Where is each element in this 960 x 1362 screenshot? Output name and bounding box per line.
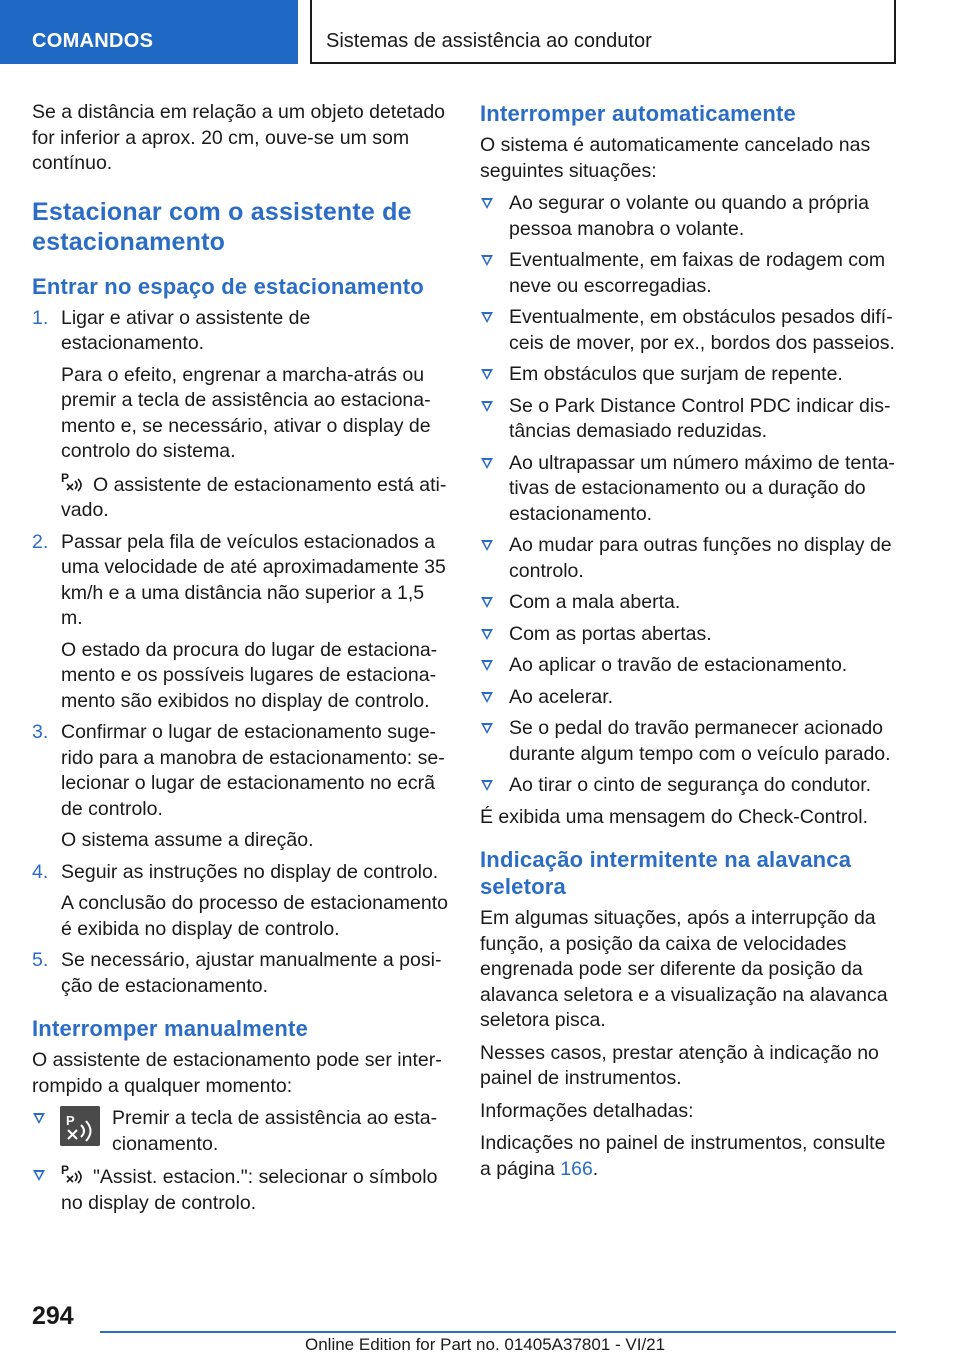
bullet-triangle-icon: [481, 401, 493, 412]
list-item-text: Se o Park Distance Control PDC indicar distâncias demasiado reduzidas.: [509, 394, 891, 442]
park-assist-icon: [61, 471, 85, 493]
list-item-text: Se o pedal do travão permanecer acionado durante algum tempo com o veículo parado.: [509, 717, 891, 765]
svg-text:P: P: [61, 470, 70, 485]
list-item: [480, 533, 896, 584]
list-item: [480, 773, 896, 799]
list-item-text: Ao aplicar o travão de estacionamento.: [509, 654, 848, 676]
left-column: [32, 100, 450, 1222]
indication-paragraph: Em algumas situações, após a interrupção da função, a posição da caixa de velocidades engrenada pode ser diferente da posição da alavanca seletora e a visualização na alavanca seletora pisca.: [480, 907, 888, 1031]
manual-list: [32, 1106, 450, 1216]
step-detail: O estado da procura do lugar de estacionamento e os possíveis lugares de estacionamento são exibidos no display de controlo.: [61, 638, 438, 712]
list-item: [480, 451, 896, 528]
bullet-triangle-icon: [481, 629, 493, 640]
bullet-triangle-icon: [481, 255, 493, 266]
step-detail: O sistema assume a direção.: [61, 829, 314, 851]
bullet-triangle-icon: [481, 458, 493, 469]
bullet-triangle-icon: [481, 597, 493, 608]
chapter-header: [310, 0, 896, 64]
step-item: [32, 948, 450, 999]
bullet-triangle-icon: [481, 198, 493, 209]
list-item: [480, 394, 896, 445]
section-tab: [0, 0, 298, 64]
list-item: [480, 191, 896, 242]
list-item-text: Ao segurar o volante ou quando a própria pessoa manobra o volante.: [509, 192, 869, 240]
intro-paragraph: Se a distância em relação a um objeto detetado for inferior a aprox. 20 cm, ouve-se um som contínuo.: [32, 101, 446, 174]
step-item: [32, 720, 450, 854]
indication-paragraph: Nesses casos, prestar atenção à indicação no painel de instrumentos.: [480, 1041, 879, 1089]
step-text: Ligar e ativar o assistente de estacionamento.: [61, 306, 311, 354]
list-item-text: Eventualmente, em obstáculos pesados difíceis de mover, por ex., bordos dos passeios.: [509, 306, 895, 354]
indication-paragraph: [480, 1131, 896, 1182]
park-assist-icon: [61, 1163, 85, 1185]
step-result: [61, 471, 450, 524]
step-item: [32, 306, 450, 524]
list-item: [480, 685, 896, 711]
manual-intro: O assistente de estacionamento pode ser interrompido a qualquer momento:: [32, 1049, 442, 1097]
step-item: [32, 860, 450, 943]
step-number: 3.: [32, 721, 49, 743]
list-item: [480, 653, 896, 679]
heading-selector-indication: Indicação intermitente na alavanca seletora: [480, 847, 852, 899]
step-number: 2.: [32, 530, 49, 553]
reference-end: .: [592, 1157, 599, 1180]
bullet-triangle-icon: [481, 369, 493, 380]
list-item-text: Ao ultrapassar um número máximo de tentativas de estacionamento ou a duração do estacionamento.: [509, 451, 895, 525]
list-item: [480, 248, 896, 299]
list-item: [32, 1163, 450, 1216]
list-item-text: Ao mudar para outras funções no display de controlo.: [509, 534, 892, 582]
step-text: Se necessário, ajustar manualmente a posição de estacionamento.: [61, 949, 442, 997]
reference-text: Indicações no painel de instrumentos, consulte a página: [480, 1132, 886, 1180]
list-item-text: Ao tirar o cinto de segurança do condutor.: [509, 774, 872, 796]
list-item-text: "Assist. estacion.": selecionar o símbolo no display de controlo.: [61, 1166, 438, 1214]
step-detail: Para o efeito, engrenar a marcha-atrás ou premir a tecla de assistência ao estacionamento e, se necessário, ativar o display de controlo do sistema.: [61, 363, 431, 462]
footer-divider: [100, 1331, 896, 1333]
bullet-triangle-icon: [481, 540, 493, 551]
list-item: [480, 590, 896, 616]
list-item-text: Em obstáculos que surjam de repente.: [509, 363, 843, 385]
park-assist-button-icon: [60, 1106, 100, 1146]
heading-auto-stop: Interromper automaticamente: [480, 101, 796, 126]
list-item-text: Ao acelerar.: [509, 685, 614, 708]
step-text: Seguir as instruções no display de controlo.: [61, 860, 439, 883]
bullet-triangle-icon: [481, 692, 493, 703]
bullet-triangle-icon: [33, 1113, 45, 1124]
bullet-triangle-icon: [33, 1170, 45, 1181]
svg-text:P: P: [66, 1113, 75, 1128]
bullet-triangle-icon: [481, 312, 493, 323]
list-item-text: Premir a tecla de assistência ao estacionamento.: [112, 1107, 438, 1155]
auto-outro: É exibida uma mensagem do Check-Control.: [480, 805, 869, 828]
auto-intro: O sistema é automaticamente cancelado nas seguintes situações:: [480, 134, 871, 182]
bullet-triangle-icon: [481, 660, 493, 671]
list-item: [480, 362, 896, 388]
bullet-triangle-icon: [481, 723, 493, 734]
chapter-title: Sistemas de assistência ao condutor: [326, 30, 652, 52]
step-item: [32, 530, 450, 715]
page-number: 294: [32, 1302, 74, 1330]
step-detail: A conclusão do processo de estacionamento é exibida no display de controlo.: [61, 892, 449, 940]
edition-text: Online Edition for Part no. 01405A37801 - VI/21: [305, 1335, 666, 1354]
page-link[interactable]: 166: [560, 1157, 593, 1180]
step-number: 1.: [32, 306, 49, 329]
auto-list: [480, 191, 896, 799]
steps-list: [32, 306, 450, 1000]
step-number: 5.: [32, 949, 49, 971]
list-item: [480, 716, 896, 767]
bullet-triangle-icon: [481, 780, 493, 791]
list-item: [32, 1106, 450, 1157]
heading-park-assist: Estacionar com o assistente de estacionamento: [32, 197, 412, 256]
list-item-text: Com as portas abertas.: [509, 622, 712, 645]
step-text: Confirmar o lugar de estacionamento sugerido para a manobra de estacionamento: selecionar o lugar de estacionamento no ecrã de controlo.: [61, 721, 445, 820]
list-item-text: Eventualmente, em faixas de rodagem com neve ou escorregadias.: [509, 249, 886, 297]
heading-enter-space: Entrar no espaço de estacionamento: [32, 273, 424, 299]
list-item: [480, 622, 896, 648]
section-title: COMANDOS: [32, 30, 154, 52]
right-column: [480, 100, 896, 1189]
indication-paragraph: Informações detalhadas:: [480, 1099, 694, 1122]
svg-text:P: P: [61, 1163, 70, 1177]
list-item-text: Com a mala aberta.: [509, 591, 681, 613]
step-text: Passar pela fila de veículos estacionados a uma velocidade de até aproximadamente 35 km/h e a uma distância não superior a 1,5 m.: [61, 530, 446, 629]
list-item: [480, 305, 896, 356]
step-number: 4.: [32, 860, 49, 883]
step-result-text: O assistente de estacionamento está ativado.: [61, 473, 447, 521]
heading-manual-stop: Interromper manualmente: [32, 1016, 309, 1041]
